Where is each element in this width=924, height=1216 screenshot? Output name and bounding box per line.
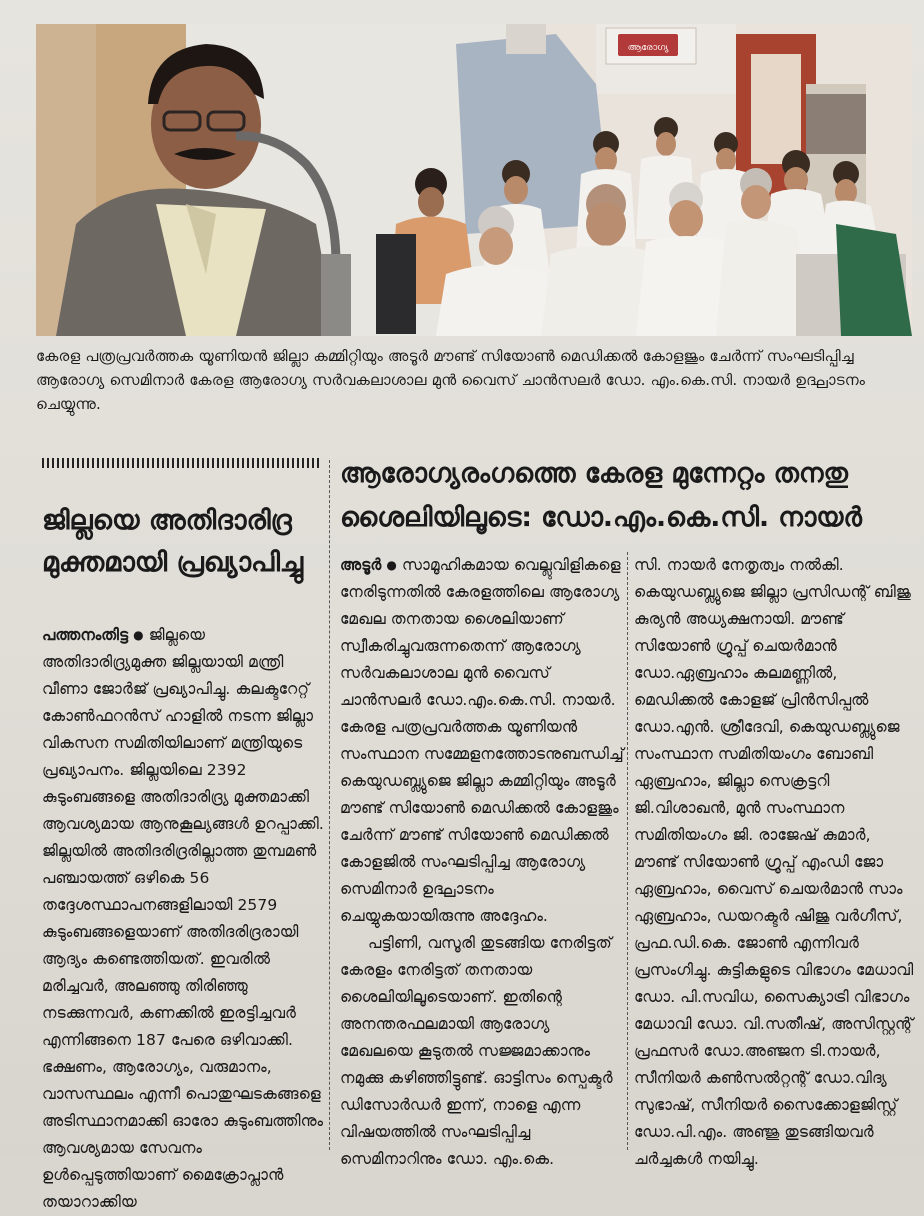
news-photo (36, 24, 912, 336)
main-story-column-1 (340, 552, 624, 1173)
column-divider (627, 552, 628, 1150)
main-story-column-2: സി. നായർ നേതൃത്വം നൽകി. കെയുഡബ്ല്യുജെ ജില്ലാ പ്രസിഡന്റ് ബിജു കുര്യൻ അധ്യക്ഷനായി. മൗണ്ട് സിയോൺ ഗ്രൂപ്പ് ചെയർമാൻ ഡോ.ഏബ്രഹാം കലമണ്ണിൽ, മെഡിക്കൽ കോളജ് പ്രിൻസിപ്പൽ ഡോ.എൻ. ശ്രീദേവി, കെയുഡബ്ല്യുജെ സംസ്ഥാന സമിതിയംഗം ബോബി ഏബ്രഹാം, ജില്ലാ സെക്രട്ടറി ജി.വിശാഖൻ, മുൻ സംസ്ഥാന സമിതിയംഗം ജി. രാജേഷ് കുമാർ, മൗണ്ട് സിയോൺ ഗ്രൂപ്പ് എംഡി ജോ ഏബ്രഹാം, വൈസ് ചെയർമാൻ സാം ഏബ്രഹാം, ഡയറക്ടർ ഷിജു വർഗീസ്, പ്രഫ.ഡി.കെ. ജോൺ എന്നിവർ പ്രസംഗിച്ചു. കുട്ടികളുടെ വിഭാഗം മേധാവി ഡോ. പി.സവിധ, സൈക്യാട്രി വിഭാഗം മേധാവി ഡോ. വി.സതീഷ്, അസിസ്റ്റന്റ് പ്രഫസർ ഡോ.അഞ്ജന ടി.നായർ, സീനിയർ കൺസൽറ്റന്റ് ഡോ.വിദ്യ സുഭാഷ്, സീനിയർ സൈക്കോളജിസ്റ്റ് ഡോ.പി.എം. അഞ്ജു തുടങ്ങിയവർ ചർച്ചകൾ നയിച്ചു. (634, 556, 914, 1168)
photo-caption: കേരള പത്രപ്രവർത്തക യൂണിയൻ ജില്ലാ കമ്മിറ്റിയും അടൂർ മൗണ്ട് സിയോൺ മെഡിക്കൽ കോളജും ചേർന്ന് സംഘടിപ്പിച്ച ആരോഗ്യ സെമിനാർ കേരള ആരോഗ്യ സർവകലാശാല മുൻ വൈസ് ചാൻസലർ ഡോ. എം.കെ.സി. നായർ ഉദ്ഘാടനം ചെയ്യുന്നു. (36, 347, 866, 413)
main-story-dateline: അടൂർ (340, 556, 382, 574)
main-story-text-1: സാമൂഹികമായ വെല്ലുവിളികളെ നേരിടുന്നതിൽ കേരളത്തിലെ ആരോഗ്യ മേഖല തനതായ ശൈലിയാണ് സ്വീകരിച്ചുവരുന്നതെന്ന് ആരോഗ്യ സർവകലാശാല മുൻ വൈസ് ചാൻസലർ ഡോ.എം.കെ.സി. നായർ. കേരള പത്രപ്രവർത്തക യൂണിയൻ സംസ്ഥാന സമ്മേളനത്തോടനുബന്ധിച്ച് കെയുഡബ്ല്യുജെ ജില്ലാ കമ്മിറ്റിയും അടൂർ മൗണ്ട് സിയോൺ മെഡിക്കൽ കോളജും ചേർന്ന് മൗണ്ട് സിയോൺ മെഡിക്കൽ കോളജിൽ സംഘടിപ്പിച്ച ആരോഗ്യ സെമിനാർ ഉദ്ഘാടനം ചെയ്യുകയായിരുന്നു അദ്ദേഹം. (340, 556, 624, 925)
main-story-para-2: പട്ടിണി, വസൂരി തുടങ്ങിയ നേരിട്ടത് കേരളം നേരിട്ടത് തനതായ ശൈലിയിലൂടെയാണ്. ഇതിന്റെ അനന്തരഫലമായി ആരോഗ്യ മേഖലയെ കൂടുതൽ സജ്ജമാക്കാനും നമുക്കു കഴിഞ്ഞിട്ടുണ്ട്. ഓട്ടിസം സ്പെക്ടർ ഡിസോർഡർ ഇന്ന്, നാളെ എന്ന വിഷയത്തിൽ സംഘടിപ്പിച്ച സെമിനാറിനും ഡോ. എം.കെ. (340, 934, 613, 1168)
main-story-headline: ആരോഗ്യരംഗത്തെ കേരള മുന്നേറ്റം തനതു ശൈലിയിലൂടെ: ഡോ.എം.കെ.സി. നായർ (340, 458, 862, 533)
bullet-icon: ● (386, 558, 397, 572)
bullet-icon: ● (133, 628, 144, 642)
banner-text: ആരോഗ്യ (627, 43, 669, 53)
left-story-headline: ജില്ലയെ അതിദാരിദ്ര മുക്തമായി പ്രഖ്യാപിച്ചു (42, 505, 304, 578)
left-story-text: ജില്ലയെ അതിദാരിദ്ര്യമുക്ത ജില്ലയായി മന്ത്രി വീണാ ജോർജ് പ്രഖ്യാപിച്ചു. കലക്ടറേറ്റ് കോൺഫറൻസ് ഹാളിൽ നടന്ന ജില്ലാ വികസന സമിതിയിലാണ് മന്ത്രിയുടെ പ്രഖ്യാപനം. ജില്ലയിലെ 2392 കുടുംബങ്ങളെ അതിദാരിദ്ര്യ മുക്തമാക്കി ആവശ്യമായ ആനുകൂല്യങ്ങൾ ഉറപ്പാക്കി. ജില്ലയിൽ അതിദരിദ്രരില്ലാത്ത തുമ്പമൺ പഞ്ചായത്ത് ഒഴികെ 56 തദ്ദേശസ്ഥാപനങ്ങളിലായി 2579 കുടുംബങ്ങളെയാണ് അതിദരിദ്രരായി ആദ്യം കണ്ടെത്തിയത്. ഇവരിൽ മരിച്ചവർ, അലഞ്ഞു തിരിഞ്ഞു നടക്കുന്നവർ, കണക്കിൽ ഇരട്ടിച്ചവർ എന്നിങ്ങനെ 187 പേരെ ഒഴിവാക്കി. ഭക്ഷണം, ആരോഗ്യം, വരുമാനം, വാസസ്ഥലം എന്നീ പൊതുഘടകങ്ങളെ അടിസ്ഥാനമാക്കി ഓരോ കുടുംബത്തിനും ആവശ്യമായ സേവനം ഉൾപ്പെടുത്തിയാണ് മൈക്രോപ്ലാൻ തയാറാക്കിയ (42, 626, 324, 1211)
left-story-body (42, 622, 334, 1216)
left-story-dateline: പത്തനംതിട്ട (42, 626, 129, 644)
main-story-para-1 (340, 552, 624, 930)
section-rule (42, 458, 322, 468)
